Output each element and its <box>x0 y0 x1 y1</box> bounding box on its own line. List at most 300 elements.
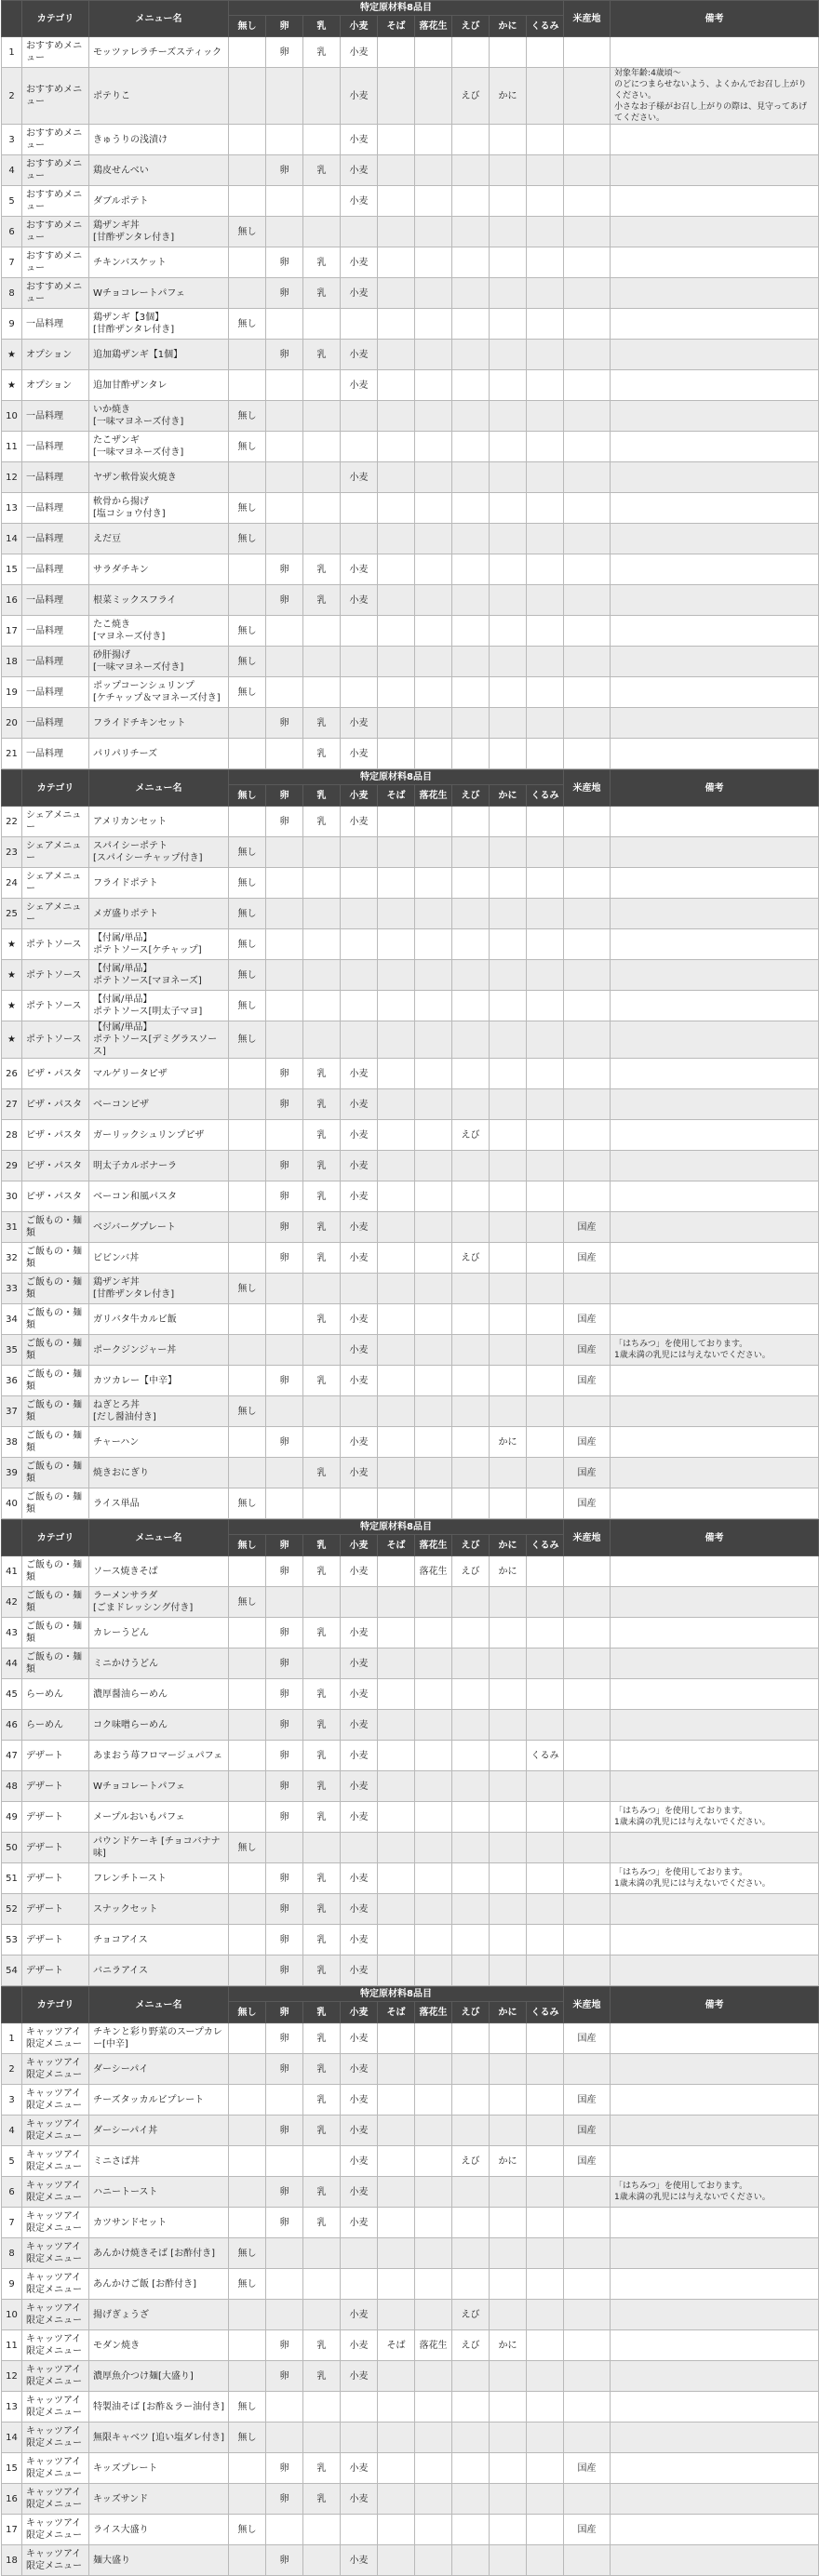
row-egg: 卵 <box>266 1181 303 1212</box>
row-note <box>611 554 819 585</box>
row-soba: そば <box>378 2330 415 2361</box>
row-menu-name: 明太子カルボナーラ <box>89 1151 229 1181</box>
row-note <box>611 217 819 247</box>
header-peanut: 落花生 <box>415 1535 452 1556</box>
row-walnut <box>527 1488 564 1519</box>
row-note <box>611 493 819 524</box>
row-soba <box>378 647 415 677</box>
row-egg <box>266 2392 303 2423</box>
row-note <box>611 2423 819 2453</box>
row-soba <box>378 2423 415 2453</box>
row-walnut <box>527 2085 564 2116</box>
table-row <box>2 1771 819 1802</box>
row-peanut <box>415 2146 452 2177</box>
row-milk <box>303 370 341 401</box>
row-egg <box>266 1833 303 1863</box>
row-note <box>611 155 819 186</box>
row-menu-name: チキンバスケット <box>89 247 229 278</box>
row-walnut <box>527 1556 564 1587</box>
row-milk: 乳 <box>303 2177 341 2208</box>
header-milk: 乳 <box>303 785 341 807</box>
row-egg <box>266 2085 303 2116</box>
row-milk <box>303 186 341 217</box>
row-none: 無し <box>229 432 266 462</box>
row-crab <box>490 247 527 278</box>
table-row <box>2 1335 819 1366</box>
row-menu-name: チキンと彩り野菜のスープカレー[中辛] <box>89 2023 229 2054</box>
row-egg: 卵 <box>266 2330 303 2361</box>
row-walnut <box>527 1427 564 1458</box>
row-wheat: 小麦 <box>341 2453 378 2484</box>
row-note <box>611 2238 819 2269</box>
row-shrimp <box>452 616 490 647</box>
row-category: ご飯もの・麺類 <box>22 1458 89 1488</box>
row-menu-name: チョコアイス <box>89 1925 229 1955</box>
header-crab: かに <box>490 16 527 37</box>
row-number: 38 <box>2 1427 22 1458</box>
row-menu-name: 焼きおにぎり <box>89 1458 229 1488</box>
row-none: 無し <box>229 1274 266 1304</box>
row-number: 17 <box>2 2515 22 2545</box>
row-menu-name: Wチョコレートパフェ <box>89 278 229 309</box>
header-milk: 乳 <box>303 2002 341 2023</box>
row-wheat: 小麦 <box>341 1894 378 1925</box>
row-egg <box>266 1396 303 1427</box>
row-menu-name: ソース焼きそば <box>89 1556 229 1587</box>
row-menu-name: キッズサンド <box>89 2484 229 2515</box>
row-peanut <box>415 868 452 899</box>
row-rice-origin <box>564 462 611 493</box>
row-menu-name: ねぎとろ丼 [だし醤油付き] <box>89 1396 229 1427</box>
row-number: 1 <box>2 37 22 68</box>
row-none <box>229 278 266 309</box>
table-row <box>2 960 819 991</box>
row-none <box>229 739 266 769</box>
row-peanut <box>415 2453 452 2484</box>
row-crab <box>490 1741 527 1771</box>
row-shrimp <box>452 1089 490 1120</box>
row-shrimp <box>452 2453 490 2484</box>
row-category: オプション <box>22 370 89 401</box>
row-none <box>229 2545 266 2576</box>
row-wheat <box>341 616 378 647</box>
row-wheat: 小麦 <box>341 807 378 837</box>
table-row <box>2 2238 819 2269</box>
header-wheat: 小麦 <box>341 16 378 37</box>
row-menu-name: ミニさば丼 <box>89 2146 229 2177</box>
row-category: デザート <box>22 1894 89 1925</box>
row-egg: 卵 <box>266 1556 303 1587</box>
row-wheat: 小麦 <box>341 2085 378 2116</box>
row-none <box>229 1771 266 1802</box>
row-category: ご飯もの・麺類 <box>22 1274 89 1304</box>
row-rice-origin <box>564 2330 611 2361</box>
table-row <box>2 340 819 370</box>
row-peanut <box>415 1955 452 1986</box>
row-none: 無し <box>229 1587 266 1618</box>
row-shrimp <box>452 929 490 960</box>
row-crab <box>490 1618 527 1648</box>
row-soba <box>378 2023 415 2054</box>
row-category: キャッツアイ 限定メニュー <box>22 2023 89 2054</box>
row-menu-name: 【付属/単品】 ポテトソース[マヨネーズ] <box>89 960 229 991</box>
row-crab <box>490 1488 527 1519</box>
row-egg <box>266 493 303 524</box>
row-milk: 乳 <box>303 2116 341 2146</box>
header-peanut: 落花生 <box>415 785 452 807</box>
row-wheat <box>341 899 378 929</box>
row-walnut <box>527 1274 564 1304</box>
header-menu: メニュー名 <box>89 770 229 807</box>
row-shrimp <box>452 1710 490 1741</box>
row-number: 18 <box>2 647 22 677</box>
row-peanut: 落花生 <box>415 1556 452 1587</box>
header-category: カテゴリ <box>22 1 89 37</box>
row-milk: 乳 <box>303 1212 341 1243</box>
row-soba <box>378 1059 415 1089</box>
row-egg: 卵 <box>266 1089 303 1120</box>
row-milk: 乳 <box>303 1120 341 1151</box>
row-peanut <box>415 125 452 155</box>
row-rice-origin: 国産 <box>564 2116 611 2146</box>
row-note <box>611 1181 819 1212</box>
row-note <box>611 340 819 370</box>
row-menu-name: ポークジンジャー丼 <box>89 1335 229 1366</box>
row-milk: 乳 <box>303 1556 341 1587</box>
row-none: 無し <box>229 868 266 899</box>
row-category: ご飯もの・麺類 <box>22 1618 89 1648</box>
row-peanut <box>415 1274 452 1304</box>
row-rice-origin <box>564 1181 611 1212</box>
row-peanut <box>415 616 452 647</box>
row-peanut <box>415 1120 452 1151</box>
row-soba <box>378 616 415 647</box>
row-category: 一品料理 <box>22 401 89 432</box>
row-menu-name: チャーハン <box>89 1427 229 1458</box>
row-walnut <box>527 1181 564 1212</box>
table-row <box>2 647 819 677</box>
row-number: 48 <box>2 1771 22 1802</box>
row-menu-name: カレーうどん <box>89 1618 229 1648</box>
row-note: 「はちみつ」を使用しております。 1歳未満の乳児には与えないでください。 <box>611 2177 819 2208</box>
row-number: 8 <box>2 2238 22 2269</box>
row-walnut <box>527 493 564 524</box>
row-rice-origin <box>564 2392 611 2423</box>
row-egg <box>266 68 303 125</box>
row-peanut <box>415 554 452 585</box>
row-menu-name: フレンチトースト <box>89 1863 229 1894</box>
row-peanut <box>415 401 452 432</box>
row-category: ご飯もの・麺類 <box>22 1335 89 1366</box>
row-shrimp <box>452 1059 490 1089</box>
row-category: デザート <box>22 1833 89 1863</box>
row-number: 16 <box>2 2484 22 2515</box>
row-rice-origin <box>564 155 611 186</box>
row-menu-name: 濃厚魚介つけ麺[大盛り] <box>89 2361 229 2392</box>
row-note <box>611 1059 819 1089</box>
row-shrimp <box>452 401 490 432</box>
row-walnut <box>527 1710 564 1741</box>
row-peanut <box>415 155 452 186</box>
row-walnut <box>527 1366 564 1396</box>
row-rice-origin <box>564 1741 611 1771</box>
row-none <box>229 247 266 278</box>
row-rice-origin <box>564 370 611 401</box>
row-soba <box>378 899 415 929</box>
row-shrimp: えび <box>452 68 490 125</box>
row-milk <box>303 309 341 340</box>
row-rice-origin <box>564 1059 611 1089</box>
row-wheat: 小麦 <box>341 1648 378 1679</box>
row-menu-name: ポップコーンシュリンプ [ケチャップ＆マヨネーズ付き] <box>89 677 229 708</box>
row-number: 50 <box>2 1833 22 1863</box>
table-row <box>2 1833 819 1863</box>
row-menu-name: ハニートースト <box>89 2177 229 2208</box>
row-menu-name: ダブルポテト <box>89 186 229 217</box>
row-egg: 卵 <box>266 340 303 370</box>
row-number: 10 <box>2 2300 22 2330</box>
row-wheat <box>341 960 378 991</box>
row-soba <box>378 1679 415 1710</box>
row-wheat <box>341 991 378 1021</box>
row-peanut <box>415 1833 452 1863</box>
row-note <box>611 2146 819 2177</box>
row-category: キャッツアイ 限定メニュー <box>22 2208 89 2238</box>
row-peanut <box>415 677 452 708</box>
row-egg: 卵 <box>266 1894 303 1925</box>
row-rice-origin <box>564 807 611 837</box>
row-egg <box>266 401 303 432</box>
row-shrimp <box>452 37 490 68</box>
row-number: 9 <box>2 309 22 340</box>
row-milk <box>303 929 341 960</box>
row-shrimp <box>452 868 490 899</box>
row-category: デザート <box>22 1741 89 1771</box>
row-crab <box>490 2208 527 2238</box>
row-none <box>229 1304 266 1335</box>
row-crab <box>490 1151 527 1181</box>
row-egg: 卵 <box>266 155 303 186</box>
row-note <box>611 524 819 554</box>
header-shrimp: えび <box>452 785 490 807</box>
row-egg <box>266 2423 303 2453</box>
row-note <box>611 370 819 401</box>
row-wheat <box>341 2423 378 2453</box>
row-crab <box>490 2392 527 2423</box>
row-wheat: 小麦 <box>341 1771 378 1802</box>
row-crab <box>490 677 527 708</box>
row-crab <box>490 899 527 929</box>
row-note: 「はちみつ」を使用しております。 1歳未満の乳児には与えないでください。 <box>611 1863 819 1894</box>
row-rice-origin <box>564 2545 611 2576</box>
row-wheat: 小麦 <box>341 1243 378 1274</box>
row-none <box>229 2330 266 2361</box>
row-menu-name: パリパリチーズ <box>89 739 229 769</box>
row-none <box>229 708 266 739</box>
row-shrimp <box>452 2085 490 2116</box>
row-crab <box>490 1059 527 1089</box>
row-milk: 乳 <box>303 2361 341 2392</box>
table-row <box>2 616 819 647</box>
row-soba <box>378 2269 415 2300</box>
row-crab <box>490 125 527 155</box>
row-none: 無し <box>229 837 266 868</box>
row-rice-origin <box>564 37 611 68</box>
row-note <box>611 1366 819 1396</box>
table-row <box>2 1120 819 1151</box>
row-egg: 卵 <box>266 1741 303 1771</box>
row-number: 17 <box>2 616 22 647</box>
row-wheat: 小麦 <box>341 1366 378 1396</box>
row-walnut <box>527 554 564 585</box>
row-egg: 卵 <box>266 2054 303 2085</box>
row-number: 52 <box>2 1894 22 1925</box>
row-wheat <box>341 2238 378 2269</box>
row-shrimp <box>452 899 490 929</box>
row-walnut <box>527 708 564 739</box>
row-soba <box>378 929 415 960</box>
table-row <box>2 1679 819 1710</box>
table-header <box>2 1 819 37</box>
row-egg <box>266 837 303 868</box>
row-category: ご飯もの・麺類 <box>22 1427 89 1458</box>
row-milk <box>303 2238 341 2269</box>
row-menu-name: あんかけ焼きそば [お酢付き] <box>89 2238 229 2269</box>
row-peanut <box>415 837 452 868</box>
table-row <box>2 125 819 155</box>
table-row <box>2 2484 819 2515</box>
row-number: 15 <box>2 554 22 585</box>
row-shrimp <box>452 807 490 837</box>
row-walnut <box>527 2023 564 2054</box>
row-number: ★ <box>2 370 22 401</box>
row-wheat: 小麦 <box>341 340 378 370</box>
row-crab <box>490 2085 527 2116</box>
row-none <box>229 1863 266 1894</box>
row-wheat <box>341 2269 378 2300</box>
row-egg <box>266 309 303 340</box>
row-number: ★ <box>2 340 22 370</box>
table-row <box>2 2423 819 2453</box>
header-shrimp: えび <box>452 16 490 37</box>
row-peanut <box>415 1488 452 1519</box>
row-shrimp <box>452 1741 490 1771</box>
row-peanut <box>415 493 452 524</box>
row-rice-origin: 国産 <box>564 1366 611 1396</box>
row-none: 無し <box>229 524 266 554</box>
row-none <box>229 1089 266 1120</box>
header-number <box>2 1520 22 1556</box>
header-walnut: くるみ <box>527 1535 564 1556</box>
row-milk: 乳 <box>303 1863 341 1894</box>
row-category: キャッツアイ 限定メニュー <box>22 2515 89 2545</box>
table-row <box>2 2300 819 2330</box>
row-menu-name: ダーシーパイ丼 <box>89 2116 229 2146</box>
row-soba <box>378 1710 415 1741</box>
row-rice-origin <box>564 125 611 155</box>
allergen-table-container <box>1 0 818 2576</box>
row-soba <box>378 1151 415 1181</box>
row-menu-name: モダン焼き <box>89 2330 229 2361</box>
row-number: 9 <box>2 2269 22 2300</box>
row-soba <box>378 1120 415 1151</box>
row-milk: 乳 <box>303 340 341 370</box>
table-row <box>2 1427 819 1458</box>
row-rice-origin <box>564 493 611 524</box>
row-crab <box>490 837 527 868</box>
row-number: 5 <box>2 2146 22 2177</box>
row-rice-origin <box>564 68 611 125</box>
table-row <box>2 2023 819 2054</box>
row-milk: 乳 <box>303 1771 341 1802</box>
row-rice-origin <box>564 2208 611 2238</box>
table-row <box>2 2085 819 2116</box>
row-shrimp <box>452 2484 490 2515</box>
row-soba <box>378 1741 415 1771</box>
row-menu-name: Wチョコレートパフェ <box>89 1771 229 1802</box>
row-category: 一品料理 <box>22 524 89 554</box>
row-menu-name: 【付属/単品】 ポテトソース[ケチャップ] <box>89 929 229 960</box>
row-crab <box>490 1894 527 1925</box>
row-category: デザート <box>22 1925 89 1955</box>
row-category: ご飯もの・麺類 <box>22 1587 89 1618</box>
row-peanut <box>415 708 452 739</box>
row-milk: 乳 <box>303 1741 341 1771</box>
row-walnut <box>527 462 564 493</box>
row-note <box>611 1741 819 1771</box>
row-crab <box>490 1925 527 1955</box>
row-none <box>229 340 266 370</box>
row-milk: 乳 <box>303 1955 341 1986</box>
row-soba <box>378 2146 415 2177</box>
row-none <box>229 1212 266 1243</box>
row-shrimp <box>452 1925 490 1955</box>
row-peanut <box>415 1335 452 1366</box>
row-walnut <box>527 1863 564 1894</box>
row-menu-name: ベーコン和風パスタ <box>89 1181 229 1212</box>
row-egg <box>266 677 303 708</box>
row-wheat: 小麦 <box>341 1556 378 1587</box>
row-milk: 乳 <box>303 554 341 585</box>
row-shrimp <box>452 1488 490 1519</box>
table-row <box>2 1925 819 1955</box>
row-crab <box>490 1771 527 1802</box>
row-number: 51 <box>2 1863 22 1894</box>
row-crab <box>490 1120 527 1151</box>
table-row <box>2 217 819 247</box>
row-peanut <box>415 2423 452 2453</box>
row-rice-origin <box>564 677 611 708</box>
row-egg: 卵 <box>266 278 303 309</box>
row-peanut <box>415 2545 452 2576</box>
header-none: 無し <box>229 16 266 37</box>
row-soba <box>378 1021 415 1059</box>
row-milk <box>303 524 341 554</box>
row-category: キャッツアイ 限定メニュー <box>22 2269 89 2300</box>
row-crab <box>490 340 527 370</box>
header-milk: 乳 <box>303 16 341 37</box>
row-milk: 乳 <box>303 1151 341 1181</box>
row-crab <box>490 868 527 899</box>
row-note <box>611 2023 819 2054</box>
table-row <box>2 1274 819 1304</box>
row-shrimp <box>452 2361 490 2392</box>
header-allergen-group: 特定原材料8品目 <box>229 1 564 16</box>
row-rice-origin <box>564 616 611 647</box>
row-walnut <box>527 2392 564 2423</box>
header-soba: そば <box>378 785 415 807</box>
row-peanut <box>415 1059 452 1089</box>
